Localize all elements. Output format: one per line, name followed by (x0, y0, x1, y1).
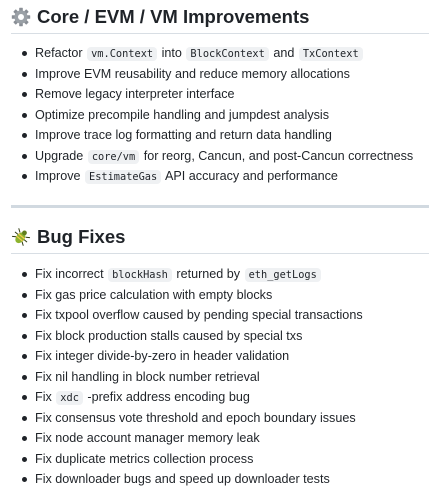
list-item (22, 326, 429, 347)
section-heading-core (11, 5, 309, 29)
list-item (22, 346, 429, 367)
list-item-text: Improve (35, 169, 84, 183)
list-item-text: Fix gas price calculation with empty blocks (35, 287, 273, 302)
list-item (22, 305, 429, 326)
list-item (22, 105, 429, 126)
section-separator (11, 205, 429, 208)
list-item-text: Fix node account manager memory leak (35, 431, 260, 445)
list-item-text: Fix duplicate metrics collection process (35, 451, 254, 466)
list-item-text: API accuracy and performance (162, 169, 338, 183)
heading-rule-bugs (11, 253, 429, 254)
list-item-text: Refactor (35, 46, 87, 60)
list-item-text: Fix (35, 390, 56, 404)
section-title-core: Core / EVM / VM Improvements (37, 6, 310, 27)
list-item (22, 146, 429, 167)
list-item-text: for reorg, Cancun, and post-Cancun correctness (140, 148, 414, 163)
list-item-text: Fix downloader bugs and speed up downloader tests (35, 472, 330, 486)
bug-fixes-list (22, 264, 429, 490)
section-title-bugs: Bug Fixes (37, 226, 126, 247)
list-item (22, 64, 429, 85)
gear-icon (11, 7, 31, 27)
core-improvements-list (22, 43, 429, 187)
inline-code: EstimateGas (85, 170, 161, 184)
list-item (22, 408, 429, 429)
list-item-text: -prefix address encoding bug (83, 390, 250, 404)
list-item-text: Fix integer divide-by-zero in header validation (35, 349, 290, 363)
list-item (22, 449, 429, 470)
list-item-text: Fix consensus vote threshold and epoch boundary issues (35, 410, 356, 425)
list-item (22, 264, 429, 285)
list-item-text: into (158, 46, 186, 60)
list-item (22, 428, 429, 449)
list-item (22, 125, 429, 146)
list-item (22, 84, 429, 105)
list-item (22, 43, 429, 64)
bug-icon (11, 227, 31, 247)
list-item-text: Fix incorrect (35, 267, 108, 281)
list-item (22, 367, 429, 388)
list-item-text: Improve trace log formatting and return data handling (35, 128, 332, 142)
inline-code: vm.Context (87, 47, 157, 61)
inline-code: xdc (56, 391, 83, 405)
inline-code: core/vm (88, 150, 139, 164)
list-item (22, 469, 429, 490)
inline-code: eth_getLogs (245, 268, 321, 282)
inline-code: blockHash (108, 268, 172, 282)
inline-code: BlockContext (186, 47, 268, 61)
list-item-text: Optimize precompile handling and jumpdest analysis (35, 107, 330, 122)
list-item (22, 285, 429, 306)
list-item (22, 387, 429, 408)
list-item-text: Fix txpool overflow caused by pending special transactions (35, 308, 363, 322)
list-item (22, 166, 429, 187)
list-item-text: Upgrade (35, 148, 87, 163)
list-item-text: Remove legacy interpreter interface (35, 87, 235, 101)
section-heading-bugs (11, 225, 125, 249)
heading-rule-core (11, 33, 429, 34)
list-item-text: Fix block production stalls caused by special txs (35, 328, 303, 343)
list-item-text: and (269, 46, 298, 60)
inline-code: TxContext (299, 47, 363, 61)
list-item-text: Fix nil handling in block number retrieval (35, 369, 260, 384)
list-item-text: Improve EVM reusability and reduce memory allocations (35, 66, 350, 81)
list-item-text: returned by (172, 267, 244, 281)
